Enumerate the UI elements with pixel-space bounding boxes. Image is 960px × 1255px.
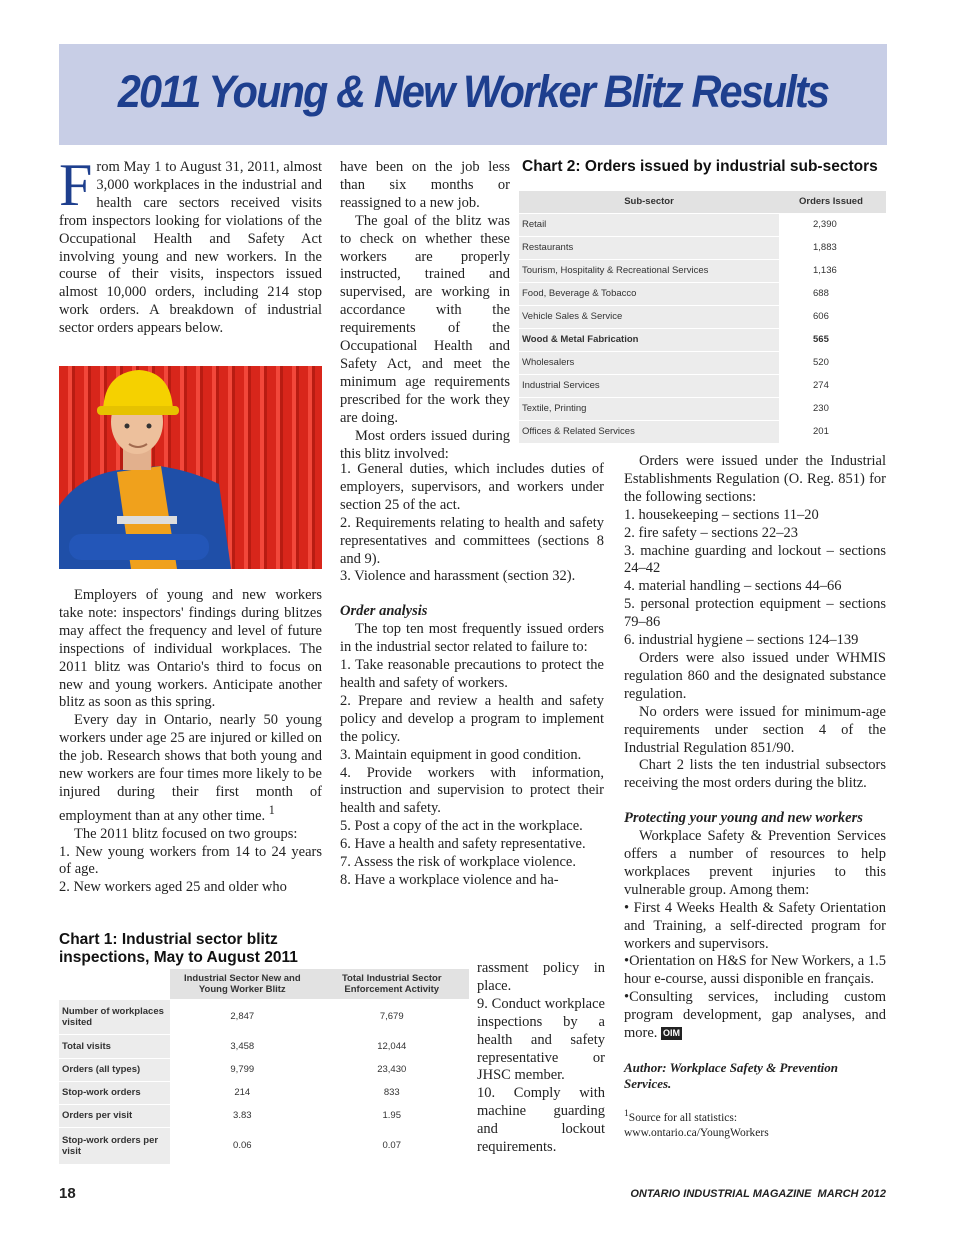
list-item: 8. Have a workplace violence and ha- [340,871,559,888]
oim-end-mark: OIM [663,1028,681,1039]
list-item: 3. Maintain equipment in good condition. [340,746,582,763]
list-item: 1. General duties, which includes duties of employers, supervisors, and workers under section 25 of the act. [340,461,604,513]
paragraph: have been on the job less than six months or reassigned to a new job. [340,159,510,211]
worker-photo [59,366,322,569]
list-item: 1. New young workers from 14 to 24 years of age. [59,843,322,878]
title-banner [59,44,887,145]
list-item: 5. Post a copy of the act in the workplace. [340,818,583,835]
column-2-middle [340,461,604,890]
table-row: Vehicle Sales & Service 606 [519,305,886,328]
paragraph: No orders were issued for minimum-age requirements under section 4 of the Industrial Regulation 851/90. [624,703,886,756]
chart2-title: Chart 2: Orders issued by industrial sub-sectors [522,158,878,175]
column-2-lower [477,960,605,1157]
table-row: Food, Beverage & Tobacco 688 [519,282,886,305]
bullet-item: •Orientation on H&S for New Workers, a 1.5 hour e-course, aussi disponible en français. [624,953,886,988]
column-2-upper [340,159,510,463]
bullet-item: •Consulting services, including custom program development, gap analyses, and more. OIM [624,989,886,1042]
drop-cap: F [59,152,93,218]
table-row: Offices & Related Services 201 [519,420,886,443]
list-item: 10. Comply with machine guarding and lockout requirements. [477,1085,605,1156]
list-item: 2. Requirements relating to health and safety representatives and committees (sections 8 and 9). [340,514,604,567]
list-item: 3. machine guarding and lockout – sections 24–42 [624,542,886,577]
chart2-header-b: Orders Issued [779,191,886,213]
list-item: 2. New workers aged 25 and older who [59,879,287,896]
chart1-title: Chart 1: Industrial sector blitz inspections, May to August 2011 [59,931,298,966]
table-row: Textile, Printing 230 [519,397,886,420]
page-title: 2011 Young & New Worker Blitz Results [117,66,829,117]
list-item: rassment policy in place. [477,960,605,994]
source-note: $^1$Source for all statistics: [624,1108,738,1124]
paragraph: Workplace Safety & Prevention Services offers a number of resources to help workplaces prevent injuries to this vulnerable group. Among them: [624,828,886,898]
list-item: 6. Have a health and safety representative. [340,836,586,853]
paragraph: Every day in Ontario, nearly 50 young workers under age 25 are injured or killed on the job. Research shows that both young and new workers are four times more likely to be injured during their first month of employment than at any other time. $^1$ [59,712,322,824]
table-row: Wholesalers 520 [519,351,886,374]
chart1-header-b: Total Industrial Sector Enforcement Activity [314,969,469,999]
list-item: 1. housekeeping – sections 11–20 [624,506,819,523]
bullet-item: • First 4 Weeks Health & Safety Orientation and Training, a self-directed program for workers and supervisors. [624,899,886,952]
table-row: Restaurants 1,883 [519,236,886,259]
table-row: Total visits 3,458 12,044 [59,1034,469,1058]
list-item: 6. industrial hygiene – sections 124–139 [624,632,859,649]
table-row: Stop-work orders 214 833 [59,1081,469,1104]
paragraph: Orders were issued under the Industrial Establishments Regulation (O. Reg. 851) for the following sections: [624,453,886,505]
paragraph: The 2011 blitz focused on two groups: [74,825,298,842]
list-item: 5. personal protection equipment – sections 79–86 [624,596,886,631]
chart1-table [59,969,469,1165]
paragraph: Chart 2 lists the ten industrial subsectors receiving the most orders during the blitz. [624,757,886,792]
page-number: 18 [59,1185,76,1202]
intro-paragraph: From May 1 to August 31, 2011, almost 3,000 workplaces in the industrial and health care sectors received visits from inspectors looking for violations of the Occupational Health and Safety Act involving young and new workers. In the course of their visits, inspectors issued almost 10,000 orders, including 214 stop work orders. A breakdown of industrial sector orders appears below. [59,152,322,337]
list-item: 2. fire safety – sections 22–23 [624,524,798,541]
worker-illustration [59,366,322,569]
chart1-header-a: Industrial Sector New and Young Worker Blitz [170,969,314,999]
list-item: 9. Conduct workplace inspections by a health and safety representative or JHSC member. [477,995,605,1084]
magazine-footer: ONTARIO INDUSTRIAL MAGAZINE MARCH 2012 [630,1188,886,1200]
paragraph: Employers of young and new workers take note: inspectors' findings during blitzes may affect the frequency and level of future inspections of individual workplaces. The 2011 blitz was Ontario's third to focus on new and young workers. Anticipate another blitz as soon as this spring. [59,587,322,711]
column-1 [59,152,322,338]
table-row: Number of workplaces visited 2,847 7,679 [59,999,469,1034]
chart2-table [519,191,886,444]
list-item: 4. Provide workers with information, instruction and supervision to protect their health and safety. [340,764,604,817]
paragraph: The goal of the blitz was to check on whether these workers are properly instructed, trained and supervised, are working in accordance with the requirements of the Occupational Health and Safety Act, and meet the minimum age requirements prescribed for the work they are doing. [340,212,510,426]
section-heading: Order analysis [340,603,428,620]
table-row: Orders per visit 3.83 1.95 [59,1104,469,1127]
list-item: 2. Prepare and review a health and safety policy and develop a program to implement the policy. [340,692,604,745]
author-credit: Author: Workplace Safety & Prevention Services. [624,1060,839,1091]
column-1-lower [59,587,322,897]
paragraph: The top ten most frequently issued orders in the industrial sector related to failure to: [340,621,604,656]
footnote-ref: 1 [268,802,275,817]
list-item: 7. Assess the risk of workplace violence. [340,854,576,871]
table-row: Industrial Services 274 [519,374,886,397]
list-item: 1. Take reasonable precautions to protect the health and safety of workers. [340,657,604,691]
list-item: 4. material handling – sections 44–66 [624,578,842,595]
paragraph: Orders were also issued under WHMIS regulation 860 and the designated substance regulation. [624,649,886,702]
list-item: 3. Violence and harassment (section 32). [340,568,576,585]
table-row: Tourism, Hospitality & Recreational Services 1,136 [519,259,886,282]
table-row: Stop-work orders per visit 0.06 0.07 [59,1127,469,1164]
column-3 [624,453,886,1141]
paragraph: Most orders issued during this blitz involved: [340,427,510,462]
source-url: www.ontario.ca/YoungWorkers [624,1126,769,1139]
table-row: Orders (all types) 9,799 23,430 [59,1058,469,1081]
table-row: Wood & Metal Fabrication 565 [519,328,886,351]
chart2-header-a: Sub-sector [519,191,779,213]
table-row: Retail 2,390 [519,213,886,236]
section-heading: Protecting your young and new workers [624,810,863,827]
